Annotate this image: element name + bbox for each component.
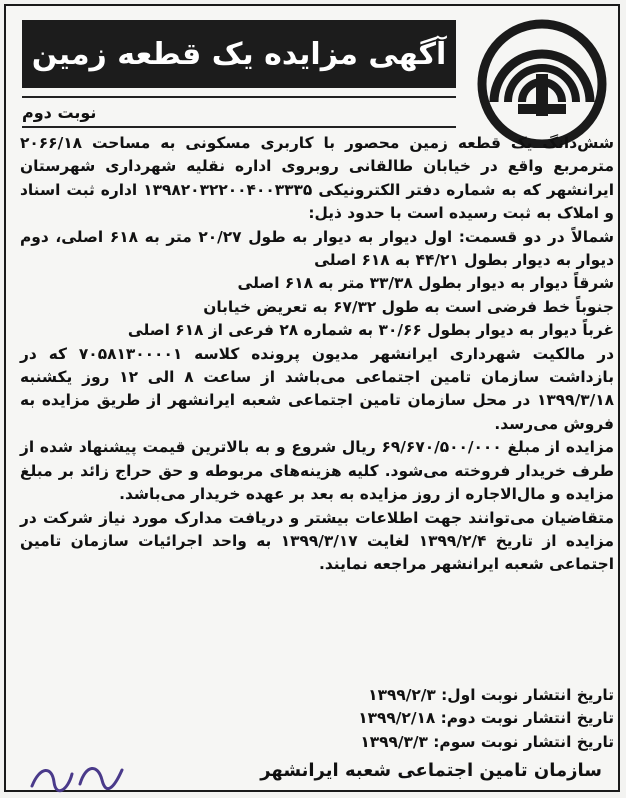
applicants-paragraph: متقاضیان می‌توانند جهت اطلاعات بیشتر و دریافت مدارک مورد نیاز شرکت در مزایده از تاریخ ۱۳۹۹/۲/۴ لغایت ۱۳۹۹/۳/۱۷ به واحد اجرائیات سازمان تامین اجتماعی شعبه ایرانشهر مراجعه نمایند. <box>20 508 614 574</box>
price-paragraph: مزایده از مبلغ ۶۹/۶۷۰/۵۰۰/۰۰۰ ریال شروع و به بالاترین قیمت پیشنهاد شده از طرف خریدار فروخته می‌شود. کلیه هزینه‌های مربوطه و حق حراج زائد بر مبلغ مزایده و مال‌الاجاره از روز مزایده به بعد بر عهده خریدار می‌باشد. <box>20 438 614 504</box>
publication-first: تاریخ انتشار نوبت اول: ۱۳۹۹/۲/۳ <box>368 686 614 704</box>
notice-title: آگهی مزایده یک قطعه زمین <box>22 20 456 88</box>
round-label <box>22 96 456 128</box>
boundary-east: شرقاً دیوار به دیوار بطول ۳۳/۳۸ متر به ۶۱۸ اصلی <box>237 274 614 293</box>
social-security-logo-icon <box>468 18 616 148</box>
boundary-north: شمالاً در دو قسمت: اول دیوار به دیوار به طول ۲۰/۲۷ متر به ۶۱۸ اصلی، دوم دیوار به دیوار بطول ۴۴/۲۱ به ۶۱۸ اصلی <box>20 227 614 270</box>
publication-third: تاریخ انتشار نوبت سوم: ۱۳۹۹/۳/۳ <box>360 732 614 751</box>
notice-body <box>20 132 614 577</box>
boundary-south: جنوباً خط فرضی است به طول ۶۷/۳۲ به تعریض خیابان <box>203 297 614 316</box>
intro-paragraph: شش‌دانگ یک قطعه زمین محصور با کاربری مسکونی به مساحت ۲۰۶۶/۱۸ مترمربع واقع در خیابان طالقانی روبروی اداره نقلیه شهرداری شهرستان ایرانشهر که به شماره دفتر الکترونیکی ۱۳۹۸۲۰۳۲۲۰۰۴۰۰۳۳۳۵ اداره ثبت اسناد و املاک به ثبت رسیده است با حدود ذیل: <box>20 134 614 223</box>
publication-dates <box>20 684 614 754</box>
publication-second: تاریخ انتشار نوبت دوم: ۱۳۹۹/۲/۱۸ <box>358 709 614 728</box>
issuer-signature: سازمان تامین اجتماعی شعبه ایرانشهر <box>260 760 602 781</box>
ownership-paragraph: در مالکیت شهرداری ایرانشهر مدیون پرونده کلاسه ۷۰۵۸۱۳۰۰۰۰۱ که در بازداشت سازمان تامین اجتماعی می‌باشد از ساعت ۸ الی ۱۲ روز یکشنبه ۱۳۹۹/۳/۱۸ در محل سازمان تامین اجتماعی شعبه ایرانشهر از طریق مزایده به فروش می‌رسد. <box>20 344 614 433</box>
round-label-text: نوبت دوم <box>22 102 97 122</box>
notice-frame <box>4 4 620 792</box>
handwritten-mark-icon <box>22 756 132 796</box>
boundary-west: غرباً دیوار به دیوار بطول ۳۰/۶۶ به شماره ۲۸ فرعی از ۶۱۸ اصلی <box>127 321 614 340</box>
